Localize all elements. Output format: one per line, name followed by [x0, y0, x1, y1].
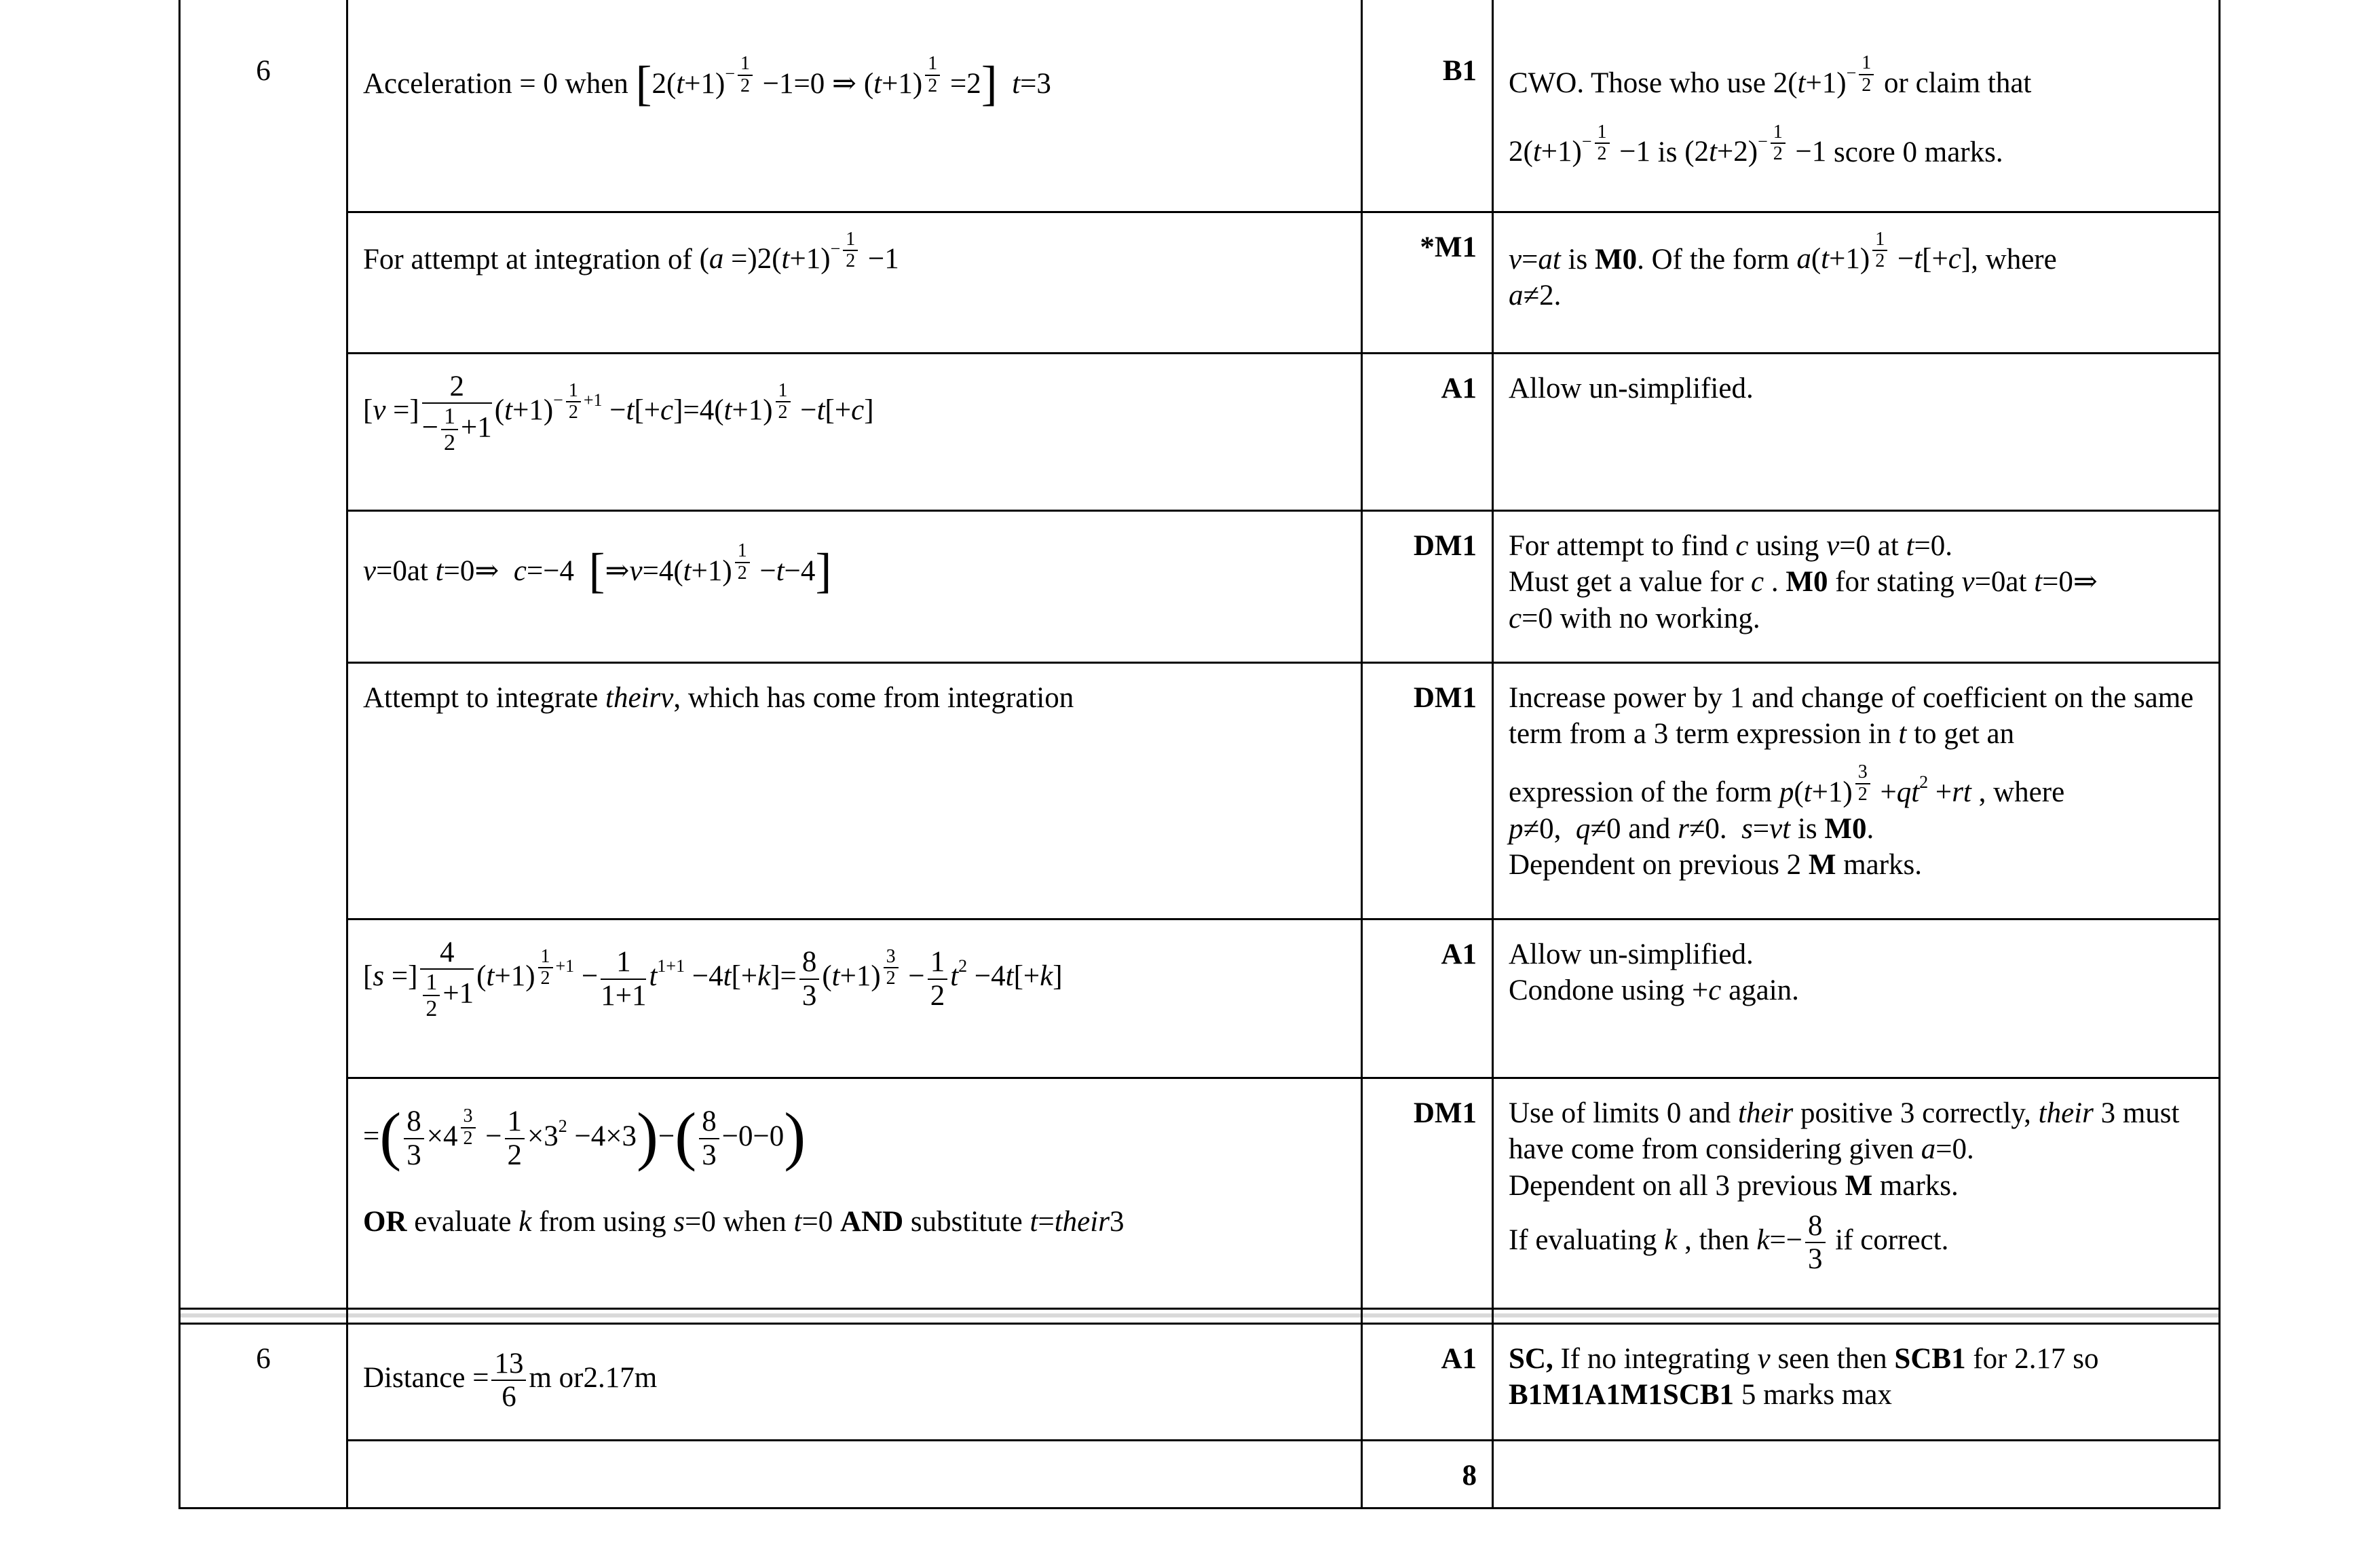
- guidance-bold: M0: [1595, 243, 1638, 276]
- mark-label: DM1: [1413, 681, 1477, 714]
- guidance-cell: [1493, 212, 2220, 353]
- answer-italic: their: [605, 681, 661, 714]
- question-number-empty: [180, 353, 347, 510]
- guidance-math: t: [1898, 718, 1907, 751]
- guidance-math: v=0at t=0⇒: [1961, 566, 2098, 599]
- mark-cell: [1362, 662, 1493, 919]
- guidance-cell: [1493, 1078, 2220, 1308]
- answer-text: when: [723, 1205, 787, 1238]
- guidance-italic: their: [2038, 1097, 2094, 1129]
- guidance-text: . Of the form: [1637, 243, 1790, 276]
- mark-cell: [1362, 510, 1493, 662]
- mark-cell: [1362, 0, 1493, 212]
- table-row: [180, 1323, 2220, 1440]
- guidance-math: c: [1735, 529, 1749, 562]
- guidance-text: If evaluating: [1509, 1223, 1657, 1256]
- guidance-text: .: [1967, 1133, 1974, 1166]
- answer-math: = $\frac{13}{6}$ m: [472, 1347, 552, 1413]
- answer-text: Distance: [363, 1361, 466, 1394]
- guidance-math: $2(t+1)^{- \frac{1}{2}}$ −1: [1509, 121, 1651, 168]
- answer-text: substitute: [910, 1205, 1023, 1238]
- guidance-text: is: [1797, 812, 1817, 845]
- answer-bold: OR: [363, 1205, 407, 1238]
- guidance-text: Must get a value for: [1509, 566, 1744, 599]
- answer-math: t=their3: [1030, 1205, 1125, 1238]
- answer-math: t=0: [793, 1205, 833, 1238]
- mark-cell: [1362, 212, 1493, 353]
- guidance-text: , where: [1978, 776, 2065, 808]
- table-row: [180, 919, 2220, 1078]
- guidance-text: , then: [1684, 1223, 1750, 1256]
- answer-text: from using: [539, 1205, 666, 1238]
- guidance-text: or claim that: [1884, 67, 2032, 99]
- guidance-text: is: [1657, 136, 1678, 168]
- mark-cell: [1362, 919, 1493, 1078]
- guidance-math: $(2t+2)^{- \frac{1}{2}}$ −1: [1684, 121, 1827, 168]
- answer-math: [v =] 2 − $\frac{1}{2}$ +1 $(t+1)^{- \frac{1}{2} +1} -t[+c]=4(t+1)$ $^{\frac{1}{2}}$ −t[+c]: [363, 370, 874, 456]
- answer-cell: [347, 510, 1362, 662]
- answer-cell: [347, 1323, 1362, 1440]
- guidance-text: if correct.: [1835, 1223, 1949, 1256]
- answer-cell: [347, 212, 1362, 353]
- guidance-text: 5 marks max: [1741, 1379, 1892, 1411]
- mark-label: B1: [1442, 55, 1477, 87]
- guidance-text: score 0 marks.: [1834, 136, 2003, 168]
- guidance-text: .: [1945, 529, 1953, 562]
- guidance-bold: SC,: [1509, 1342, 1553, 1375]
- guidance-bold: M0: [1786, 566, 1828, 599]
- question-number: [180, 0, 347, 212]
- guidance-text: positive 3 correctly,: [1800, 1097, 2031, 1129]
- mark-scheme-table: [178, 0, 2221, 1509]
- question-number-empty: [180, 510, 347, 662]
- guidance-math: $2(t+1)^{- \frac{1}{2}}$: [1773, 67, 1877, 99]
- guidance-text: Use of limits 0 and: [1509, 1097, 1731, 1129]
- total-marks-cell: [1362, 1440, 1493, 1508]
- mark-cell: [1362, 1323, 1493, 1440]
- guidance-cell: [1493, 662, 2220, 919]
- guidance-cell: [1493, 510, 2220, 662]
- total-marks: 8: [1462, 1459, 1477, 1492]
- answer-bold: AND: [839, 1205, 904, 1238]
- table-row: [180, 1078, 2220, 1308]
- guidance-text: is: [1568, 243, 1588, 276]
- guidance-cell: [1493, 919, 2220, 1078]
- guidance-bold: SCB1: [1894, 1342, 1966, 1375]
- answer-text: Acceleration = 0 when: [363, 68, 628, 100]
- answer-text: For attempt at integration of: [363, 243, 692, 276]
- guidance-math: v=0 at t=0: [1826, 529, 1946, 562]
- guidance-math: a=0: [1921, 1133, 1967, 1166]
- question-number-text: 6: [256, 1342, 271, 1375]
- guidance-math: v: [1757, 1342, 1771, 1375]
- mark-label: A1: [1441, 938, 1477, 970]
- table-row: [180, 353, 2220, 510]
- answer-text: Attempt to integrate: [363, 681, 599, 714]
- guidance-text: Condone using: [1509, 974, 1685, 1007]
- section-separator: [180, 1308, 2220, 1323]
- guidance-text: .: [1771, 566, 1779, 599]
- table-row: [180, 510, 2220, 662]
- table-row: [180, 212, 2220, 353]
- guidance-text: for 2.17 so: [1973, 1342, 2099, 1375]
- guidance-math: a≠2.: [1509, 280, 1562, 312]
- guidance-math: v=at: [1509, 243, 1561, 276]
- guidance-text: marks.: [1879, 1170, 1959, 1202]
- guidance-text: Allow un-simplified.: [1509, 938, 1754, 970]
- answer-cell: [347, 1078, 1362, 1308]
- answer-math: k: [518, 1205, 532, 1238]
- mark-label: A1: [1441, 1342, 1477, 1375]
- guidance-math: r≠0. s=vt: [1678, 812, 1791, 845]
- guidance-cell: [1493, 1323, 2220, 1440]
- guidance-math: c=0: [1509, 603, 1553, 634]
- mark-scheme-sheet: [178, 0, 2218, 1513]
- guidance-text: to get an: [1914, 718, 2015, 751]
- guidance-text: .: [1866, 812, 1874, 845]
- guidance-text: using: [1756, 529, 1819, 562]
- guidance-text: Dependent on previous 2: [1509, 849, 1802, 881]
- question-number-empty: [180, 1440, 347, 1508]
- guidance-text: again.: [1729, 974, 1799, 1007]
- guidance-bold: M: [1808, 849, 1836, 881]
- question-number-empty: [180, 662, 347, 919]
- guidance-text: expression of the form: [1509, 776, 1773, 808]
- table-row: [180, 0, 2220, 212]
- guidance-math: p≠0, q≠0: [1509, 812, 1621, 845]
- guidance-bold: B1M1A1M1SCB1: [1509, 1379, 1735, 1411]
- mark-cell: [1362, 353, 1493, 510]
- answer-cell: [347, 0, 1362, 212]
- answer-math: s=0: [673, 1205, 716, 1238]
- guidance-text: marks.: [1843, 849, 1923, 881]
- answer-math: [s =] 4 $\frac{1}{2}$ +1 (t+1) $^{\frac{1}{2} +1}$ − $\frac{1}{1+1}$ $t^{1+1} -4t[+k]=$ $\frac{8}{3}$ (t+1) $^{\frac{3}{2}}$ − $\frac{1}{2}$ $t^2 -4t[+k]$: [363, 936, 1063, 1022]
- guidance-text: For attempt to find: [1509, 529, 1729, 562]
- mark-cell: [1362, 1078, 1493, 1308]
- guidance-text: seen then: [1777, 1342, 1887, 1375]
- guidance-text: If no integrating: [1560, 1342, 1750, 1375]
- guidance-text: 3 must have come from considering given: [1509, 1097, 2180, 1166]
- answer-cell: [347, 353, 1362, 510]
- guidance-text: CWO. Those who use: [1509, 67, 1767, 99]
- answer-math: v: [660, 681, 674, 714]
- question-number-text: 6: [256, 55, 271, 87]
- answer-math: v=0at t=0⇒ c=−4 [⇒v=4(t+1) $^{\frac{1}{2}}$ −t−4]: [363, 539, 832, 598]
- mark-label: A1: [1441, 372, 1477, 404]
- question-number-empty: [180, 919, 347, 1078]
- answer-cell: [347, 662, 1362, 919]
- mark-label: DM1: [1413, 1097, 1477, 1129]
- mark-label: DM1: [1413, 529, 1477, 562]
- guidance-math: p(t+1) $^{\frac{3}{2}}$ $+qt^2 +rt$: [1779, 761, 1971, 808]
- guidance-italic: their: [1738, 1097, 1794, 1129]
- question-number-empty: [180, 212, 347, 353]
- guidance-text: and: [1628, 812, 1671, 845]
- guidance-cell: [1493, 0, 2220, 212]
- guidance-cell-empty: [1493, 1440, 2220, 1508]
- guidance-text: Dependent on all 3 previous: [1509, 1170, 1838, 1202]
- guidance-cell: [1493, 353, 2220, 510]
- guidance-text: for stating: [1835, 566, 1954, 599]
- total-row: [180, 1440, 2220, 1508]
- answer-text: , which has come from integration: [673, 681, 1074, 714]
- guidance-bold: M: [1845, 1170, 1873, 1202]
- mark-label: *M1: [1420, 231, 1477, 263]
- guidance-text: Increase power by 1 and change of coefficient on the same term from a 3 term expression in: [1509, 681, 2194, 751]
- guidance-math: +c: [1691, 974, 1722, 1007]
- guidance-text: with no working.: [1560, 603, 1760, 634]
- guidance-math: c: [1751, 566, 1764, 599]
- guidance-math: k=− $\frac{8}{3}$: [1756, 1224, 1828, 1256]
- answer-cell-empty: [347, 1440, 1362, 1508]
- answer-cell: [347, 919, 1362, 1078]
- answer-text: or2.17m: [559, 1361, 658, 1394]
- guidance-math: a(t+1) $^{\frac{1}{2}}$ −t[+c]: [1796, 228, 1971, 276]
- question-number-empty: [180, 1078, 347, 1308]
- guidance-text: , where: [1971, 243, 2057, 276]
- table-row: [180, 662, 2220, 919]
- answer-text: evaluate: [414, 1205, 512, 1238]
- answer-math: =( $\frac{8}{3}$ ×4 $^{\frac{3}{2}}$ − $\frac{1}{2}$ $\times 3^2 -4\times 3)-$( $\frac{8}{3}$ −0−0): [363, 1099, 806, 1172]
- guidance-bold: M0: [1824, 812, 1867, 845]
- guidance-text: Allow un-simplified.: [1509, 372, 1754, 404]
- question-number: [180, 1323, 347, 1440]
- guidance-math: k: [1664, 1223, 1678, 1256]
- answer-math: $(a =)2(t+1)^{- \frac{1}{2}}$ −1: [699, 228, 899, 276]
- answer-math: [$2(t+1)^{- \frac{1}{2}}$ −1=0 ⇒ (t+1) $^{\frac{1}{2}}$ =2] t=3: [635, 53, 1051, 111]
